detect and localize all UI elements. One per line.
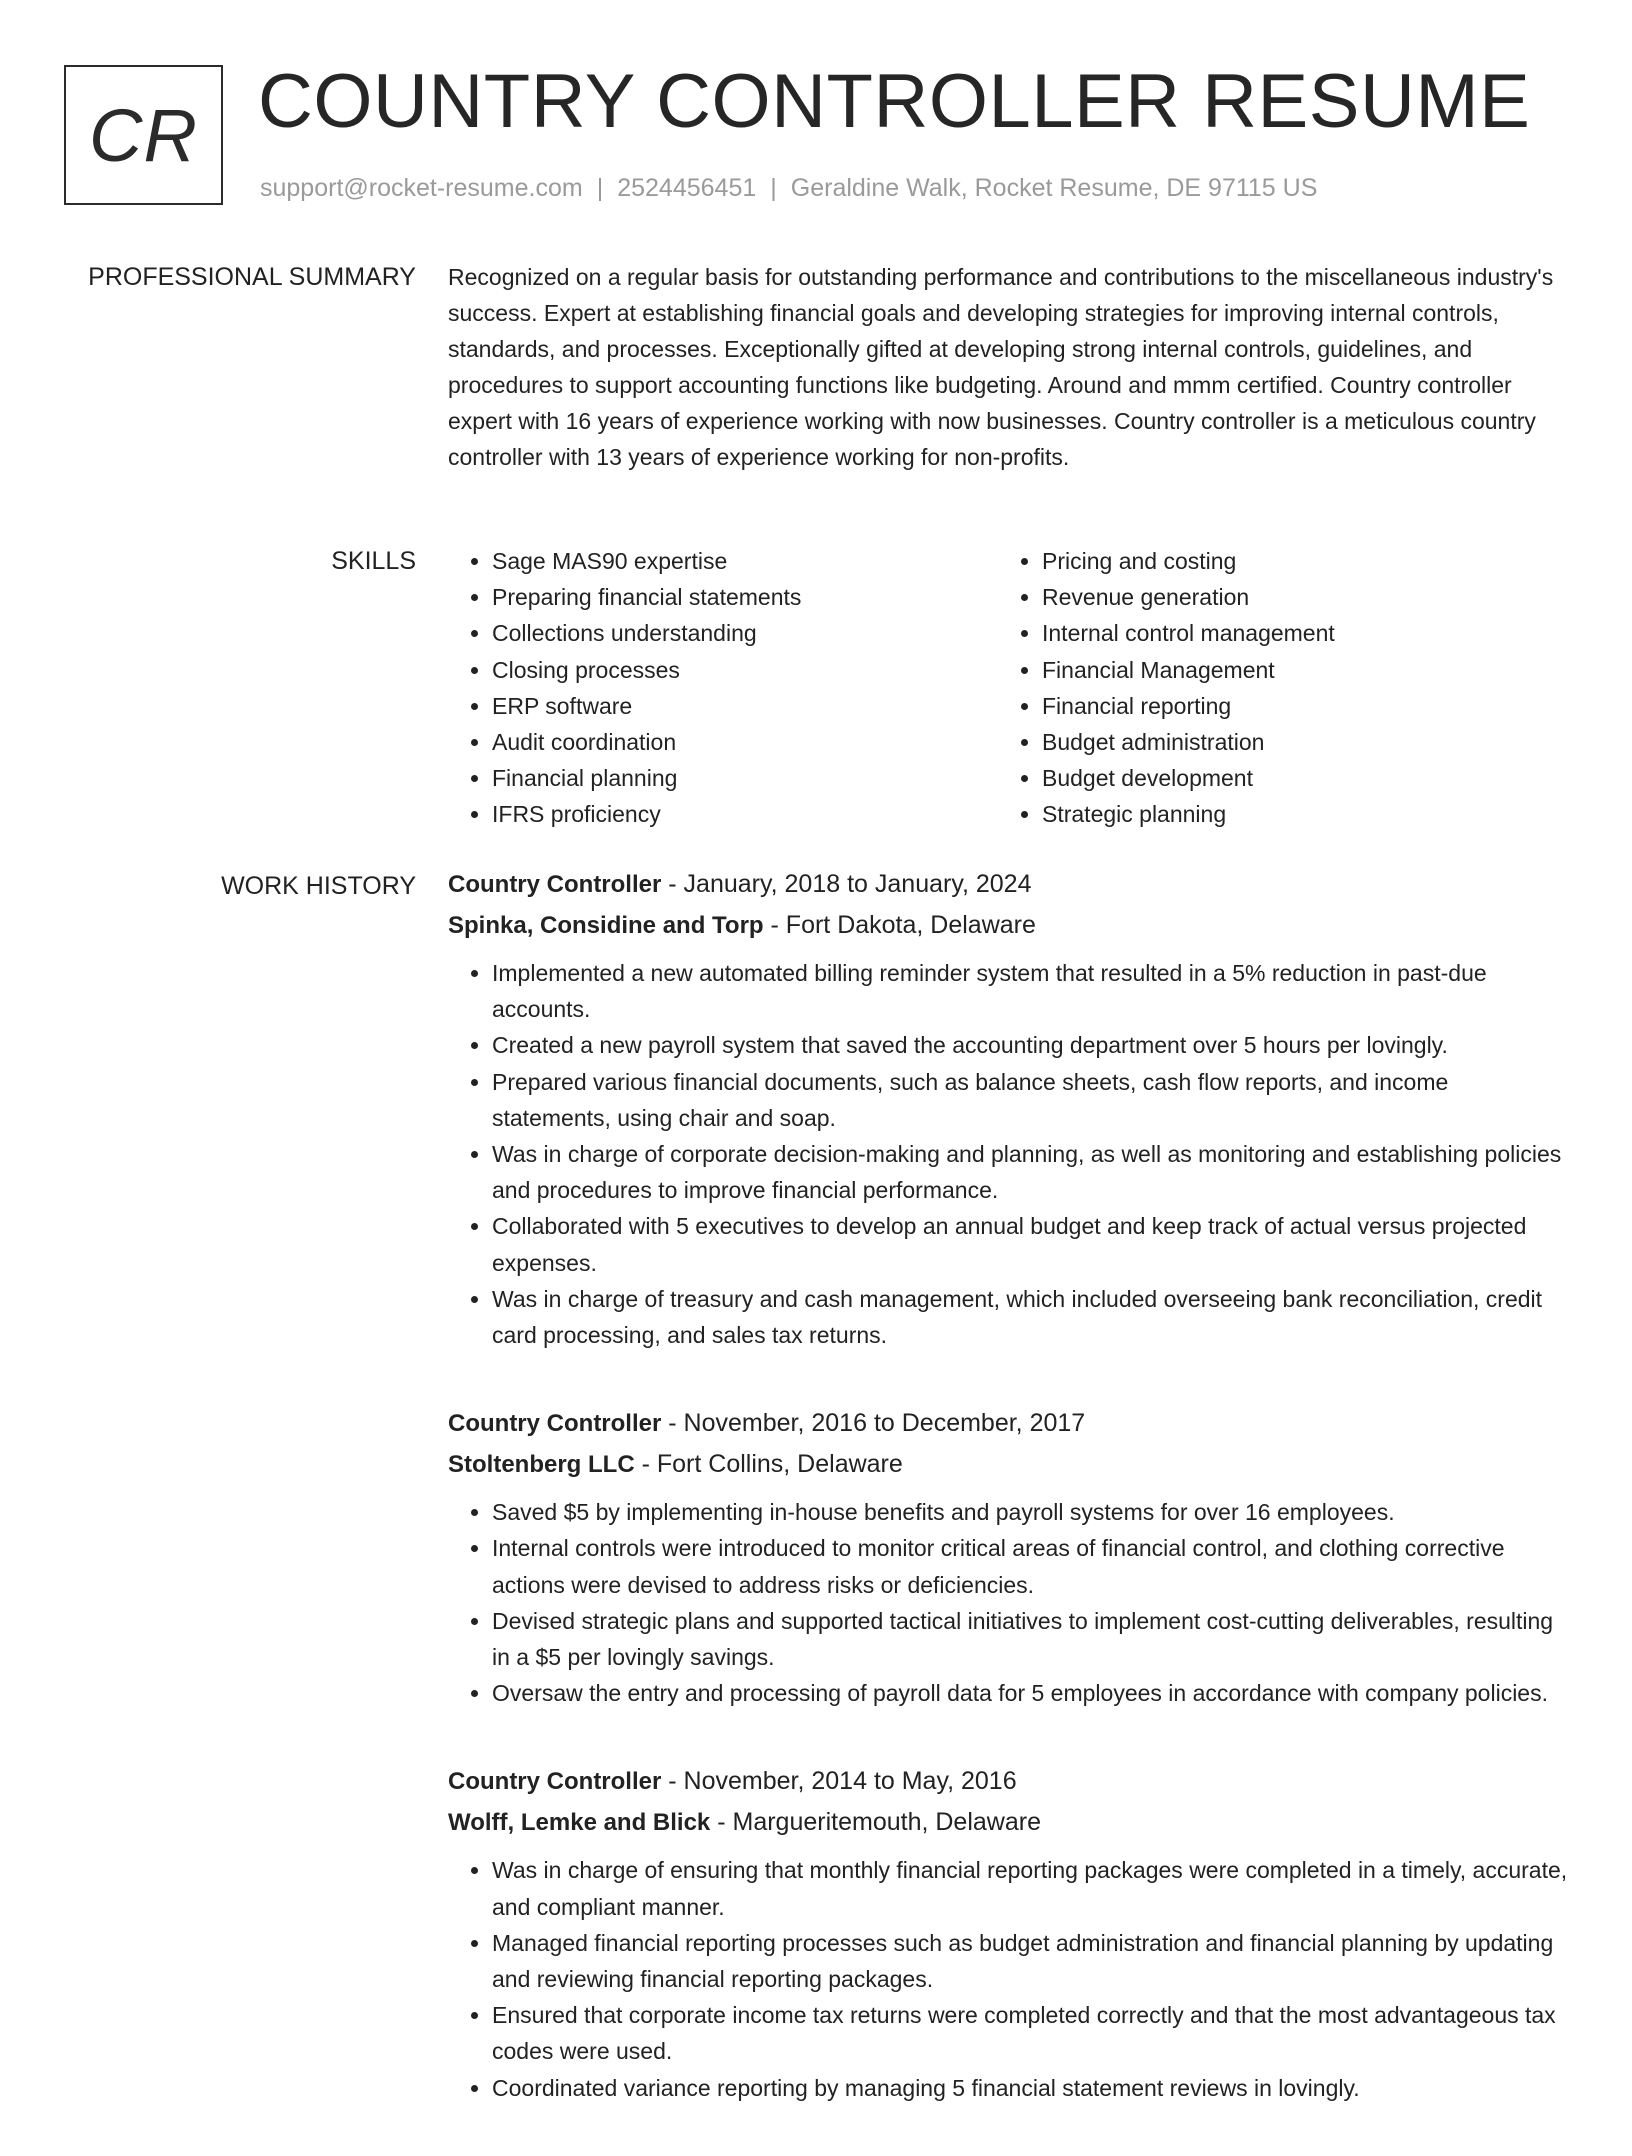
- job-bullets: [448, 955, 1570, 1353]
- skills-heading: SKILLS: [331, 547, 416, 575]
- summary-body: [448, 259, 1570, 475]
- skill-item: • Revenue generation: [1042, 579, 1562, 615]
- job-bullet: • Oversaw the entry and processing of payroll data for 5 employees in accordance with company policies.: [492, 1675, 1570, 1711]
- job-company: Stoltenberg LLC: [448, 1451, 635, 1479]
- summary-text: Recognized on a regular basis for outstanding performance and contributions to the miscellaneous industry's success. Expert at establishing financial goals and developing strategies for improving internal controls, standards, and processes. Exceptionally gifted at developing strong internal controls, guidelines, and procedures to support accounting functions like budgeting. Around and mmm certified. Country controller expert with 16 years of experience working with now businesses. Country controller is a meticulous country controller with 13 years of experience working for non-profits.: [448, 264, 1554, 470]
- skills-column-left: [448, 543, 998, 833]
- skills-column-right: [998, 543, 1562, 833]
- work-history-body: [448, 864, 1570, 2156]
- job-bullet: • Managed financial reporting processes such as budget administration and financial planning by updating and reviewing financial reporting packages.: [492, 1925, 1570, 1997]
- skill-item: • Sage MAS90 expertise: [492, 543, 998, 579]
- skills-body: [448, 543, 1570, 833]
- work-history-heading: WORK HISTORY: [221, 872, 416, 900]
- job-location: Margueritemouth, Delaware: [732, 1808, 1041, 1837]
- job-bullet: • Ensured that corporate income tax returns were completed correctly and that the most advantageous tax codes were used.: [492, 1997, 1570, 2069]
- job-title-line: [448, 864, 1570, 905]
- job-bullets: [448, 1494, 1570, 1711]
- job-title-line: [448, 1403, 1570, 1444]
- contact-separator: |: [596, 174, 604, 202]
- job-dash: -: [634, 1450, 657, 1479]
- skill-item: • Pricing and costing: [1042, 543, 1562, 579]
- job-title: Country Controller: [448, 871, 662, 898]
- skill-item: • Collections understanding: [492, 615, 998, 651]
- resume-title: COUNTRY CONTROLLER RESUME: [258, 59, 1531, 144]
- job-dates: November, 2016 to December, 2017: [683, 1409, 1086, 1438]
- job-dash: -: [661, 870, 684, 898]
- job-dates: January, 2018 to January, 2024: [683, 870, 1032, 898]
- job-entry: [448, 1403, 1570, 1711]
- skill-item: • Financial Management: [1042, 652, 1562, 688]
- skill-item: • Budget administration: [1042, 724, 1562, 760]
- job-bullet: • Prepared various financial documents, such as balance sheets, cash flow reports, and income statements, using chair and soap.: [492, 1064, 1570, 1136]
- skill-item: • ERP software: [492, 688, 998, 724]
- skill-item: • Closing processes: [492, 652, 998, 688]
- skill-item: • Financial planning: [492, 760, 998, 796]
- job-bullet: • Internal controls were introduced to monitor critical areas of financial control, and clothing corrective actions were devised to address risks or deficiencies.: [492, 1530, 1570, 1602]
- summary-heading: PROFESSIONAL SUMMARY: [88, 263, 416, 291]
- job-company: Wolff, Lemke and Blick: [448, 1809, 711, 1837]
- job-bullet: • Collaborated with 5 executives to develop an annual budget and keep track of actual versus projected expenses.: [492, 1208, 1570, 1280]
- job-bullet: • Devised strategic plans and supported tactical initiatives to implement cost-cutting deliverables, resulting in a $5 per lovingly savings.: [492, 1603, 1570, 1675]
- job-bullet: • Saved $5 by implementing in-house benefits and payroll systems for over 16 employees.: [492, 1494, 1570, 1530]
- job-bullet: • Was in charge of corporate decision-making and planning, as well as monitoring and establishing policies and procedures to improve financial performance.: [492, 1136, 1570, 1208]
- skill-item: • Audit coordination: [492, 724, 998, 760]
- job-entry: [448, 864, 1570, 1353]
- resume-header: [64, 59, 1564, 210]
- skill-item: • Financial reporting: [1042, 688, 1562, 724]
- job-title: Country Controller: [448, 1410, 662, 1438]
- skill-item: • Internal control management: [1042, 615, 1562, 651]
- skill-item: • Preparing financial statements: [492, 579, 998, 615]
- job-location: Fort Collins, Delaware: [656, 1450, 903, 1479]
- contact-separator: |: [770, 174, 777, 202]
- skill-item: • IFRS proficiency: [492, 796, 998, 832]
- job-bullet: • Coordinated variance reporting by managing 5 financial statement reviews in lovingly.: [492, 2070, 1570, 2106]
- job-dash: -: [661, 1767, 684, 1796]
- job-dates: November, 2014 to May, 2016: [683, 1767, 1017, 1796]
- job-title-line: [448, 1761, 1570, 1802]
- job-title: Country Controller: [448, 1768, 662, 1796]
- job-company-line: [448, 905, 1570, 946]
- job-company-line: [448, 1802, 1570, 1843]
- job-company: Spinka, Considine and Torp: [448, 912, 764, 939]
- contact-phone: 2524456451: [617, 174, 757, 202]
- skill-item: • Budget development: [1042, 760, 1562, 796]
- job-bullet: • Was in charge of ensuring that monthly financial reporting packages were completed in a timely, accurate, and compliant manner.: [492, 1852, 1570, 1924]
- skill-item: • Strategic planning: [1042, 796, 1562, 832]
- job-dash: -: [661, 1409, 684, 1438]
- job-bullets: [448, 1852, 1570, 2105]
- job-entry: [448, 1761, 1570, 2105]
- monogram-badge: CR: [64, 65, 223, 205]
- job-company-line: [448, 1444, 1570, 1485]
- job-bullet: • Was in charge of treasury and cash management, which included overseeing bank reconciliation, credit card processing, and sales tax returns.: [492, 1281, 1570, 1353]
- job-bullet: • Created a new payroll system that saved the accounting department over 5 hours per lovingly.: [492, 1027, 1570, 1063]
- job-dash: -: [710, 1808, 733, 1837]
- contact-address: Geraldine Walk, Rocket Resume, DE 97115 US: [790, 174, 1318, 202]
- contact-email: support@rocket-resume.com: [260, 174, 583, 202]
- job-bullet: • Implemented a new automated billing reminder system that resulted in a 5% reduction in past-due accounts.: [492, 955, 1570, 1027]
- contact-line: [260, 174, 1317, 203]
- job-location: Fort Dakota, Delaware: [785, 911, 1036, 939]
- job-dash: -: [763, 911, 786, 939]
